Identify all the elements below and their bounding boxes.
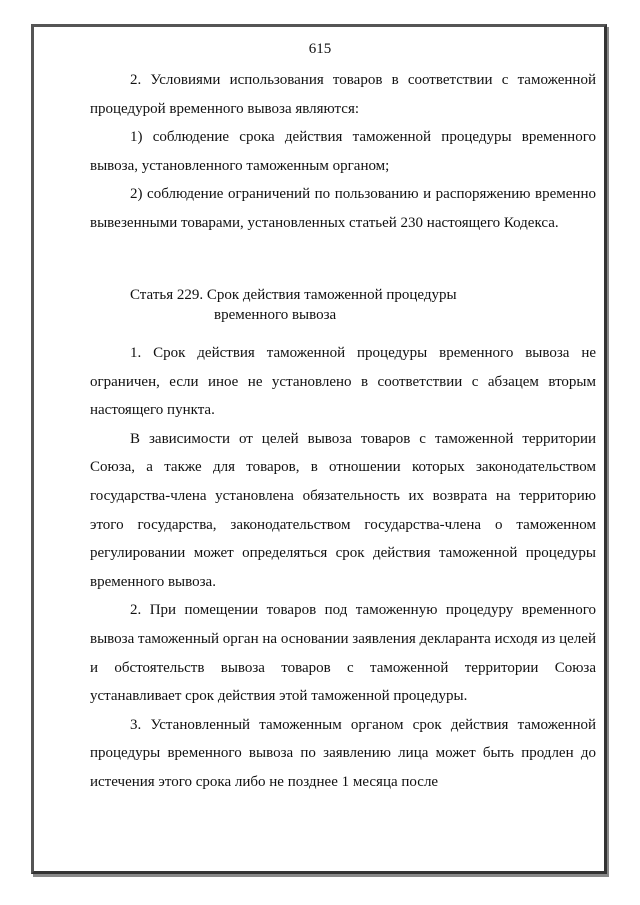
paragraph-point-1-second: В зависимости от целей вывоза товаров с таможенной территории Союза, а также для товаров, в отношении которых законодательством государства-члена установлена обязательность их возврата на территорию этого государства, законодательством государства-члена о таможенном регулировании может определяться срок действия таможенной процедуры временного вывоза. xyxy=(90,430,596,590)
paragraph-point-1: 1. Срок действия таможенной процедуры временного вывоза не ограничен, если иное не установлено в соответствии с абзацем вторым настоящего пункта. xyxy=(90,345,596,419)
article-body xyxy=(90,339,596,797)
article-title-line-2: временного вывоза xyxy=(214,307,337,323)
paragraph-condition-2: 2) соблюдение ограничений по пользованию и распоряжению временно вывезенными товарами, установленных статьей 230 настоящего Кодекса. xyxy=(90,186,596,231)
paragraph-conditions-intro: 2. Условиями использования товаров в соответствии с таможенной процедурой временного вывоза являются: xyxy=(90,72,596,117)
paragraph-point-2: 2. При помещении товаров под таможенную процедуру временного вывоза таможенный орган на основании заявления декларанта исходя из целей и обстоятельств вывоза товаров с таможенной территории Союза устанавливает срок действия этой таможенной процедуры. xyxy=(90,602,596,705)
article-title-line-1: Статья 229. Срок действия таможенной процедуры xyxy=(130,287,457,303)
paragraph-condition-1: 1) соблюдение срока действия таможенной процедуры временного вывоза, установленного таможенным органом; xyxy=(90,129,596,174)
section-top xyxy=(90,66,596,238)
article-heading xyxy=(130,285,457,325)
paragraph-point-3: 3. Установленный таможенным органом срок действия таможенной процедуры временного вывоза по заявлению лица может быть продлен до истечения этого срока либо не позднее 1 месяца после xyxy=(90,716,596,790)
page-number: 615 xyxy=(308,41,332,57)
